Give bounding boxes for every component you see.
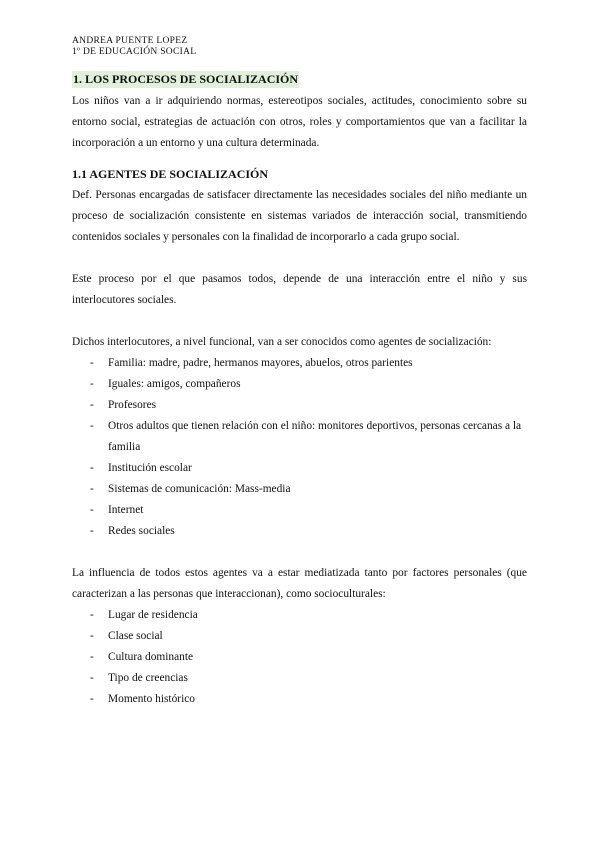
dash-bullet: - [90, 609, 94, 621]
list-item-text: Sistemas de comunicación: Mass-media [108, 483, 291, 495]
agents-list [72, 353, 527, 542]
list-item [72, 416, 527, 458]
blank-line [72, 248, 527, 269]
author-name: ANDREA PUENTE LOPEZ [72, 36, 188, 46]
factors-list [72, 605, 527, 710]
course-name: 1º DE EDUCACIÓN SOCIAL [72, 47, 197, 57]
dash-bullet: - [90, 378, 94, 390]
list-item [72, 626, 527, 647]
list-item [72, 521, 527, 542]
process-paragraph: Este proceso por el que pasamos todos, depende de una interacción entre el niño y sus interlocutores sociales. [72, 273, 527, 306]
list-item [72, 647, 527, 668]
agents-intro-paragraph: Dichos interlocutores, a nivel funcional, van a ser conocidos como agentes de socialización: [72, 336, 492, 348]
section-1-heading: 1. LOS PROCESOS DE SOCIALIZACIÓN [73, 72, 299, 86]
dash-bullet: - [90, 651, 94, 663]
dash-bullet: - [90, 420, 94, 432]
list-item [72, 689, 527, 710]
dash-bullet: - [90, 672, 94, 684]
blank-line [72, 311, 527, 332]
list-item-text: Iguales: amigos, compañeros [108, 378, 241, 390]
list-item [72, 668, 527, 689]
page-header [72, 36, 196, 58]
section-1-paragraph: Los niños van a ir adquiriendo normas, estereotipos sociales, actitudes, conocimiento sobre su entorno social, estrategias de actuación con otros, roles y comportamientos que van a facilitar la incorporación a un entorno y una cultura determinada. [72, 95, 527, 149]
list-item [72, 353, 527, 374]
dash-bullet: - [90, 693, 94, 705]
list-item-text: Internet [108, 504, 144, 516]
list-item-text: Profesores [108, 399, 157, 411]
definition-paragraph: Def. Personas encargadas de satisfacer directamente las necesidades sociales del niño mediante un proceso de socialización consistente en sistemas variados de interacción social, transmitiendo contenidos sociales y personales con la finalidad de incorporarlo a cada grupo social. [72, 189, 527, 243]
blank-line [72, 542, 527, 563]
dash-bullet: - [90, 462, 94, 474]
document-body [72, 70, 527, 710]
list-item [72, 458, 527, 479]
list-item-text: Otros adultos que tienen relación con el niño: monitores deportivos, personas cercanas a la familia [108, 420, 522, 453]
list-item-text: Clase social [108, 630, 163, 642]
list-item-text: Lugar de residencia [108, 609, 198, 621]
list-item [72, 479, 527, 500]
dash-bullet: - [90, 630, 94, 642]
dash-bullet: - [90, 504, 94, 516]
section-1-1-heading: 1.1 AGENTES DE SOCIALIZACIÓN [72, 167, 269, 181]
list-item-text: Cultura dominante [108, 651, 194, 663]
list-item [72, 374, 527, 395]
list-item-text: Familia: madre, padre, hermanos mayores, abuelos, otros parientes [108, 357, 413, 369]
dash-bullet: - [90, 525, 94, 537]
list-item [72, 395, 527, 416]
dash-bullet: - [90, 399, 94, 411]
list-item [72, 500, 527, 521]
list-item-text: Tipo de creencias [108, 672, 188, 684]
dash-bullet: - [90, 357, 94, 369]
influence-paragraph: La influencia de todos estos agentes va a estar mediatizada tanto por factores personales (que caracterizan a las personas que interaccionan), como socioculturales: [72, 567, 527, 600]
list-item-text: Momento histórico [108, 693, 196, 705]
dash-bullet: - [90, 483, 94, 495]
list-item-text: Redes sociales [108, 525, 175, 537]
list-item-text: Institución escolar [108, 462, 192, 474]
list-item [72, 605, 527, 626]
